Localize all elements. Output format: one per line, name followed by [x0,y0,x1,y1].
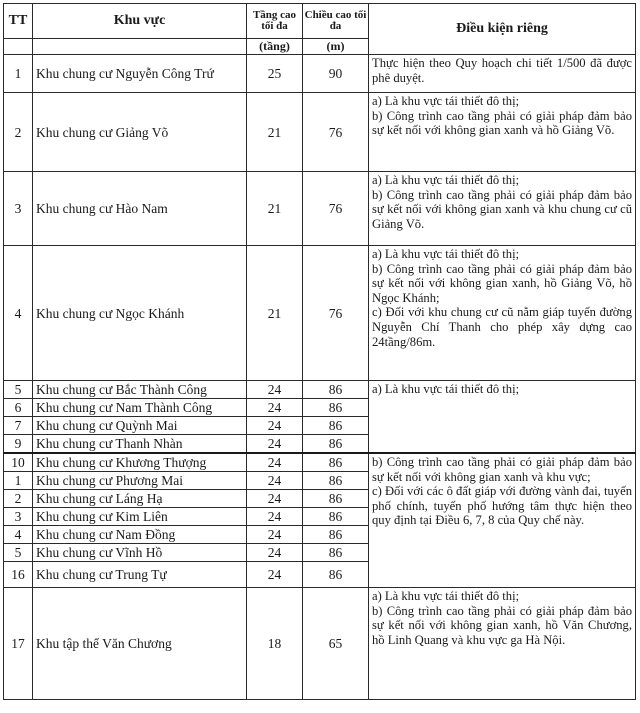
row-area: Khu tập thể Văn Chương [33,588,247,700]
row-floors: 21 [247,172,303,246]
condition-text: a) Là khu vực tái thiết đô thị; [372,247,520,261]
condition-text: a) Là khu vực tái thiết đô thị; [372,382,520,396]
row-area: Khu chung cư Bắc Thành Công [33,381,247,399]
row-height: 86 [303,526,369,544]
header-tt: TT [4,4,33,39]
row-height: 76 [303,246,369,381]
table-row [4,453,636,472]
row-area: Khu chung cư Thanh Nhàn [33,435,247,454]
row-number: 5 [4,544,33,562]
row-area: Khu chung cư Hào Nam [33,172,247,246]
row-height: 86 [303,417,369,435]
row-height: 90 [303,55,369,93]
row-floors: 24 [247,490,303,508]
row-area: Khu chung cư Quỳnh Mai [33,417,247,435]
row-height: 86 [303,472,369,490]
row-area: Khu chung cư Khương Thượng [33,453,247,472]
condition-text: b) Công trình cao tầng phải có giải pháp đảm bảo sự kết nối với không gian xanh và khu vực; [372,455,632,484]
row-area: Khu chung cư Ngọc Khánh [33,246,247,381]
row-height: 86 [303,544,369,562]
row-condition [369,588,636,700]
header-height-unit: (m) [303,39,369,55]
row-area: Khu chung cư Trung Tự [33,562,247,588]
row-area: Khu chung cư Vĩnh Hồ [33,544,247,562]
row-number: 16 [4,562,33,588]
row-floors: 24 [247,381,303,399]
row-number: 3 [4,508,33,526]
row-area: Khu chung cư Láng Hạ [33,490,247,508]
row-condition [369,172,636,246]
row-height: 76 [303,172,369,246]
table-row [4,172,636,246]
row-number: 6 [4,399,33,417]
row-floors: 24 [247,562,303,588]
row-height: 86 [303,562,369,588]
row-condition [369,453,636,588]
header-floors [247,4,303,39]
row-condition [369,381,636,454]
row-floors: 24 [247,472,303,490]
table-row [4,588,636,700]
row-area: Khu chung cư Nam Đồng [33,526,247,544]
row-number: 5 [4,381,33,399]
row-area: Khu chung cư Giảng Võ [33,93,247,172]
header-floors-unit: (tầng) [247,39,303,55]
header-height-label: Chiều cao tối đa [304,9,367,32]
row-height: 86 [303,453,369,472]
row-floors: 21 [247,246,303,381]
table-header-row [4,4,636,39]
row-floors: 24 [247,435,303,454]
row-number: 2 [4,490,33,508]
row-height: 86 [303,435,369,454]
row-floors: 24 [247,399,303,417]
header-height [303,4,369,39]
header-floors-label: Tầng cao tối đa [252,9,297,32]
table-row [4,381,636,399]
row-floors: 24 [247,544,303,562]
row-height: 86 [303,490,369,508]
header-area: Khu vực [33,4,247,39]
condition-text: a) Là khu vực tái thiết đô thị; [372,589,520,603]
row-condition [369,246,636,381]
header-condition: Điều kiện riêng [369,4,636,55]
row-number: 4 [4,526,33,544]
row-area: Khu chung cư Phương Mai [33,472,247,490]
table-row [4,246,636,381]
condition-text: c) Đối với các ô đất giáp với đường vành đai, tuyến phố chính, tuyến phố hướng tâm thực hiện theo quy định tại Điều 6, 7, 8 của Quy chế này. [372,484,632,528]
row-area: Khu chung cư Kim Liên [33,508,247,526]
condition-text: b) Công trình cao tầng phải có giải pháp đảm bảo sự kết nối với không gian xanh và khu chung cư cũ Giảng Võ. [372,187,632,231]
row-height: 86 [303,399,369,417]
row-number: 1 [4,55,33,93]
row-number: 2 [4,93,33,172]
row-number: 10 [4,453,33,472]
row-height: 86 [303,381,369,399]
row-number: 9 [4,435,33,454]
condition-text: a) Là khu vực tái thiết đô thị; [372,94,520,108]
row-floors: 24 [247,508,303,526]
row-floors: 21 [247,93,303,172]
condition-text: b) Công trình cao tầng phải có giải pháp đảm bảo sự kết nối với không gian xanh, hồ Giảng Võ, hồ Ngọc Khánh; [372,261,632,305]
row-height: 76 [303,93,369,172]
condition-text: b) Công trình cao tầng phải có giải pháp đảm bảo sự kết nối với không gian xanh, hồ Văn Chương, hồ Linh Quang và khu vực ga Hà Nội. [372,603,632,647]
row-floors: 18 [247,588,303,700]
row-floors: 25 [247,55,303,93]
condition-text: Thực hiện theo Quy hoạch chi tiết 1/500 đã được phê duyệt. [372,56,632,85]
regulation-table [3,3,636,700]
row-number: 4 [4,246,33,381]
condition-text: c) Đối với khu chung cư cũ nằm giáp tuyến đường Nguyễn Chí Thanh cho phép xây dựng cao 24tầng/86m. [372,305,632,349]
document-page [3,3,635,708]
row-number: 3 [4,172,33,246]
row-number: 7 [4,417,33,435]
row-height: 65 [303,588,369,700]
table-row [4,93,636,172]
row-height: 86 [303,508,369,526]
row-number: 1 [4,472,33,490]
condition-text: b) Công trình cao tầng phải có giải pháp đảm bảo sự kết nối với không gian xanh và hồ Giảng Võ. [372,108,632,138]
row-number: 17 [4,588,33,700]
row-condition [369,93,636,172]
condition-text: a) Là khu vực tái thiết đô thị; [372,173,520,187]
table-row [4,55,636,93]
row-floors: 24 [247,526,303,544]
row-floors: 24 [247,417,303,435]
row-area: Khu chung cư Nam Thành Công [33,399,247,417]
row-area: Khu chung cư Nguyễn Công Trứ [33,55,247,93]
row-condition [369,55,636,93]
row-floors: 24 [247,453,303,472]
